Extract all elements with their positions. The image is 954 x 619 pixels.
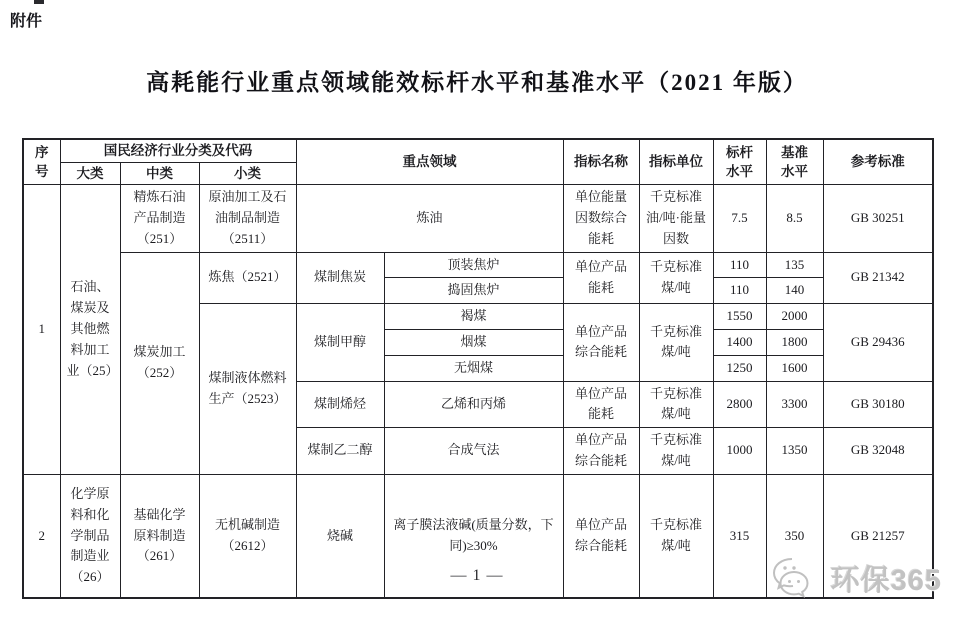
cell-sub-syngas-method: 合成气法 bbox=[384, 428, 563, 475]
cell-indicator-refining: 单位能量因数综合能耗 bbox=[563, 185, 639, 252]
cell-reference-glycol: GB 32048 bbox=[823, 428, 933, 475]
cell-reference-olefins: GB 30180 bbox=[823, 381, 933, 428]
header-middle-class: 中类 bbox=[120, 162, 199, 185]
cell-reference-caustic: GB 21257 bbox=[823, 474, 933, 598]
cell-benchmark-olefins: 2800 bbox=[713, 381, 766, 428]
cell-area-coal-methanol: 煤制甲醇 bbox=[296, 304, 384, 381]
cell-baseline-bituminous: 1800 bbox=[766, 329, 823, 355]
cell-baseline-lignite: 2000 bbox=[766, 304, 823, 330]
cell-major-chemical: 化学原料和化学制品制造业（26） bbox=[60, 474, 120, 598]
cell-sub-top-charging-oven: 顶装焦炉 bbox=[384, 252, 563, 278]
cell-sub-stamp-charging-oven: 捣固焦炉 bbox=[384, 278, 563, 304]
cell-benchmark-lignite: 1550 bbox=[713, 304, 766, 330]
cell-reference-methanol: GB 29436 bbox=[823, 304, 933, 381]
energy-benchmark-table bbox=[22, 138, 934, 599]
header-indicator-unit: 指标单位 bbox=[639, 139, 713, 185]
cell-benchmark-caustic: 315 bbox=[713, 474, 766, 598]
cell-reference-coke: GB 21342 bbox=[823, 252, 933, 304]
scan-edge-artifact bbox=[34, 0, 44, 4]
cell-serial-1: 1 bbox=[23, 185, 60, 475]
cell-indicator-methanol: 单位产品综合能耗 bbox=[563, 304, 639, 381]
cell-area-coal-glycol: 煤制乙二醇 bbox=[296, 428, 384, 475]
cell-sub-lignite: 褐煤 bbox=[384, 304, 563, 330]
cell-sub-bituminous: 烟煤 bbox=[384, 329, 563, 355]
page-number: — 1 — bbox=[450, 567, 504, 584]
cell-baseline-anthracite: 1600 bbox=[766, 355, 823, 381]
cell-baseline-coke-stamp: 140 bbox=[766, 278, 823, 304]
cell-area-refining: 炼油 bbox=[296, 185, 563, 252]
header-serial: 序号 bbox=[23, 139, 60, 185]
cell-minor-coking: 炼焦（2521） bbox=[199, 252, 296, 304]
cell-area-caustic-soda: 烧碱 bbox=[296, 474, 384, 598]
cell-benchmark-bituminous: 1400 bbox=[713, 329, 766, 355]
header-indicator-name: 指标名称 bbox=[563, 139, 639, 185]
cell-area-coal-olefins: 煤制烯烃 bbox=[296, 381, 384, 428]
cell-minor-coal-liquid-fuel: 煤制液体燃料生产（2523） bbox=[199, 304, 296, 475]
header-industry-group: 国民经济行业分类及代码 bbox=[60, 139, 296, 162]
cell-minor-crude-processing: 原油加工及石油制品制造（2511） bbox=[199, 185, 296, 252]
cell-middle-basic-chemical: 基础化学原料制造（261） bbox=[120, 474, 199, 598]
cell-sub-anthracite: 无烟煤 bbox=[384, 355, 563, 381]
header-key-area: 重点领域 bbox=[296, 139, 563, 185]
cell-benchmark-coke-stamp: 110 bbox=[713, 278, 766, 304]
cell-benchmark-anthracite: 1250 bbox=[713, 355, 766, 381]
wechat-bubbles-icon bbox=[772, 556, 824, 600]
header-major-class: 大类 bbox=[60, 162, 120, 185]
cell-reference-refining: GB 30251 bbox=[823, 185, 933, 252]
cell-benchmark-coke-top: 110 bbox=[713, 252, 766, 278]
header-baseline-level: 基准水平 bbox=[766, 139, 823, 185]
cell-benchmark-glycol: 1000 bbox=[713, 428, 766, 475]
cell-baseline-coke-top: 135 bbox=[766, 252, 823, 278]
cell-indicator-caustic: 单位产品综合能耗 bbox=[563, 474, 639, 598]
cell-unit-olefins: 千克标准煤/吨 bbox=[639, 381, 713, 428]
attachment-label: 附件 bbox=[10, 13, 43, 30]
page-title: 高耗能行业重点领域能效标杆水平和基准水平（2021 年版） bbox=[146, 70, 808, 95]
watermark-text: 环保365 bbox=[830, 564, 942, 597]
cell-unit-caustic: 千克标准煤/吨 bbox=[639, 474, 713, 598]
cell-baseline-olefins: 3300 bbox=[766, 381, 823, 428]
cell-indicator-coke: 单位产品能耗 bbox=[563, 252, 639, 304]
header-reference-standard: 参考标准 bbox=[823, 139, 933, 185]
cell-unit-glycol: 千克标准煤/吨 bbox=[639, 428, 713, 475]
cell-baseline-caustic: 350 bbox=[766, 474, 823, 598]
cell-middle-coal-processing: 煤炭加工（252） bbox=[120, 252, 199, 474]
cell-sub-ethylene-propylene: 乙烯和丙烯 bbox=[384, 381, 563, 428]
cell-unit-methanol: 千克标准煤/吨 bbox=[639, 304, 713, 381]
cell-baseline-refining: 8.5 bbox=[766, 185, 823, 252]
header-minor-class: 小类 bbox=[199, 162, 296, 185]
cell-area-coal-coke: 煤制焦炭 bbox=[296, 252, 384, 304]
table-row-coke-top bbox=[23, 252, 933, 278]
cell-benchmark-refining: 7.5 bbox=[713, 185, 766, 252]
cell-baseline-glycol: 1350 bbox=[766, 428, 823, 475]
cell-major-petroleum: 石油、煤炭及其他燃料加工业（25） bbox=[60, 185, 120, 475]
watermark bbox=[772, 556, 942, 600]
cell-minor-inorganic-alkali: 无机碱制造（2612） bbox=[199, 474, 296, 598]
cell-sub-ion-membrane: 离子膜法液碱(质量分数，下同)≥30% bbox=[384, 474, 563, 598]
cell-indicator-olefins: 单位产品能耗 bbox=[563, 381, 639, 428]
table-header-row-1 bbox=[23, 139, 933, 162]
cell-serial-2: 2 bbox=[23, 474, 60, 598]
table-row-refining bbox=[23, 185, 933, 252]
cell-unit-refining: 千克标准油/吨·能量因数 bbox=[639, 185, 713, 252]
header-benchmark-level: 标杆水平 bbox=[713, 139, 766, 185]
cell-unit-coke: 千克标准煤/吨 bbox=[639, 252, 713, 304]
cell-middle-refined-petroleum: 精炼石油产品制造（251） bbox=[120, 185, 199, 252]
cell-indicator-glycol: 单位产品综合能耗 bbox=[563, 428, 639, 475]
